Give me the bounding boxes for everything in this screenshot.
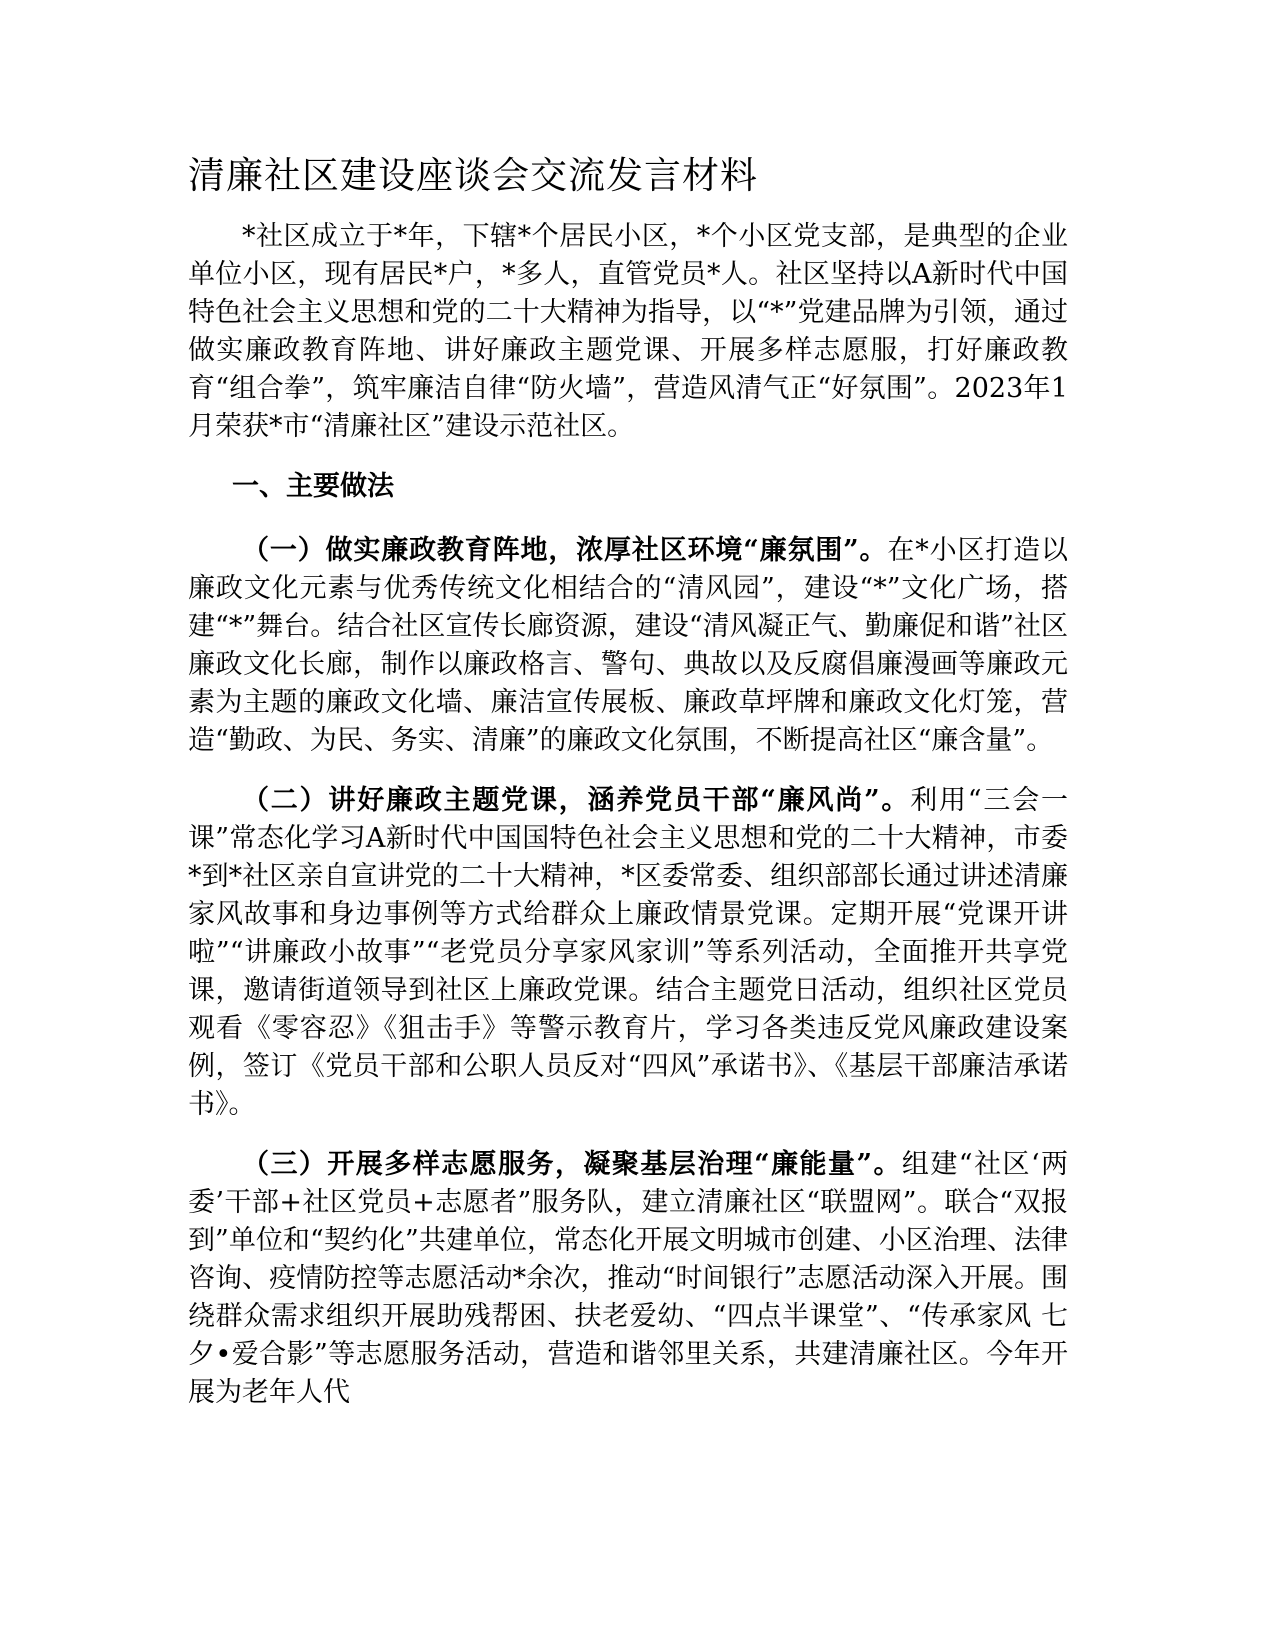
section-item-2-lead: （二）讲好廉政主题党课，涵养党员干部“廉风尚”。 — [242, 785, 911, 816]
section-item-1 — [188, 532, 1068, 760]
section-item-3-lead: （三）开展多样志愿服务，凝聚基层治理“廉能量”。 — [242, 1149, 902, 1180]
section-heading: 一、主要做法 — [232, 471, 394, 502]
section-item-1-lead: （一）做实廉政教育阵地，浓厚社区环境“廉氛围”。 — [242, 535, 888, 566]
section-item-2-body: 利用“三会一课”常态化学习A新时代中国国特色社会主义思想和党的二十大精神，市委*到*社区亲自宣讲党的二十大精神，*区委常委、组织部部长通过讲述清廉家风故事和身边事例等方式给群众上廉政情景党课。定期开展“党课开讲啦”“讲廉政小故事”“老党员分享家风家训”等系列活动，全面推开共享党课，邀请街道领导到社区上廉政党课。结合主题党日活动，组织社区党员观看《零容忍》《狙击手》等警示教育片，学习各类违反党风廉政建设案例，签订《党员干部和公职人员反对“四风”承诺书》、《基层干部廉洁承诺书》。 — [188, 785, 1068, 1120]
section-item-1-body: 在*小区打造以廉政文化元素与优秀传统文化相结合的“清风园”，建设“*”文化广场，搭建“*”舞台。结合社区宣传长廊资源，建设“清风凝正气、勤廉促和谐”社区廉政文化长廊，制作以廉政格言、警句、典故以及反腐倡廉漫画等廉政元素为主题的廉政文化墙、廉洁宣传展板、廉政草坪牌和廉政文化灯笼，营造“勤政、为民、务实、清廉”的廉政文化氛围，不断提高社区“廉含量”。 — [188, 535, 1069, 756]
intro-paragraph: *社区成立于*年，下辖*个居民小区，*个小区党支部，是典型的企业单位小区，现有居民*户，*多人，直管党员*人。社区坚持以A新时代中国特色社会主义思想和党的二十大精神为指导，以“*”党建品牌为引领，通过做实廉政教育阵地、讲好廉政主题党课、开展多样志愿服，打好廉政教育“组合拳”，筑牢廉洁自律“防火墙”，营造风清气正“好氛围”。2023年1月荣获*市“清廉社区”建设示范社区。 — [188, 221, 1068, 442]
section-item-3 — [188, 1146, 1068, 1412]
document-content — [188, 150, 1068, 1412]
section-item-2 — [188, 782, 1068, 1124]
document-title: 清廉社区建设座谈会交流发言材料 — [188, 154, 758, 197]
section-item-3-body: 组建“社区‘两委’干部+社区党员+志愿者”服务队，建立清廉社区“联盟网”。联合“双报到”单位和“契约化”共建单位，常态化开展文明城市创建、小区治理、法律咨询、疫情防控等志愿活动*余次，推动“时间银行”志愿活动深入开展。围绕群众需求组织开展助残帮困、扶老爱幼、“四点半课堂”、“传承家风 七夕•爱合影”等志愿服务活动，营造和谐邻里关系，共建清廉社区。今年开展为老年人代 — [188, 1149, 1069, 1408]
